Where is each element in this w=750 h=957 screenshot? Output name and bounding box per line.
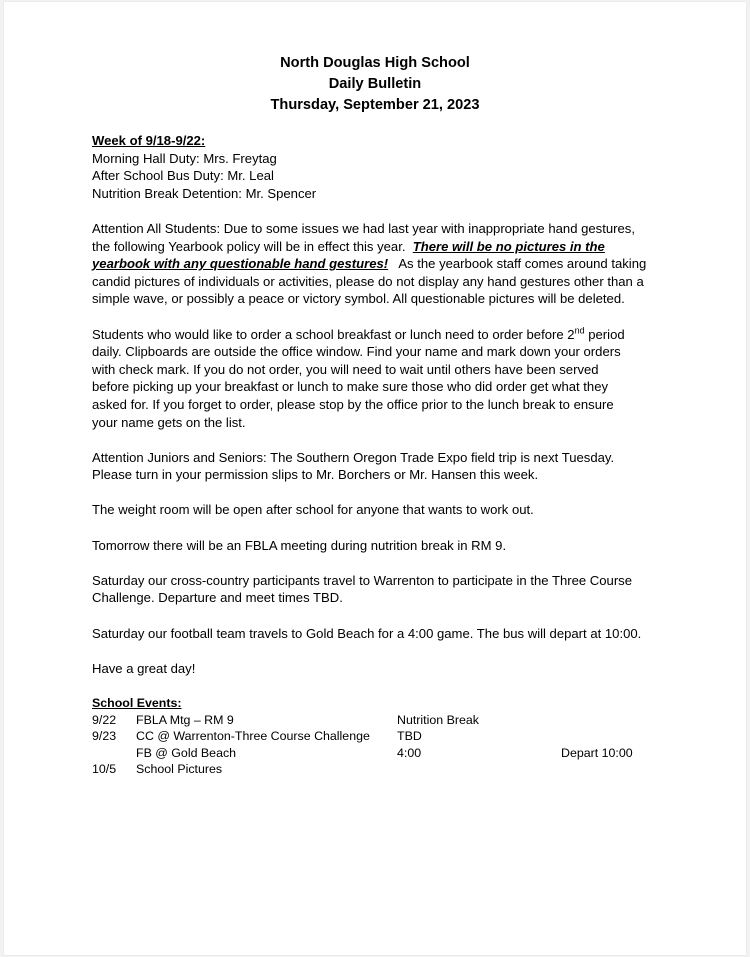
event-name: School Pictures: [136, 762, 223, 776]
event-date: 9/23: [92, 729, 117, 743]
event-row: [92, 745, 672, 762]
event-row: [92, 728, 672, 745]
bulletin-page: [4, 2, 746, 955]
duty-line-bus: After School Bus Duty: Mr. Leal: [92, 168, 274, 184]
event-name: FBLA Mtg – RM 9: [136, 712, 234, 727]
fbla-announcement: Tomorrow there will be an FBLA meeting during nutrition break in RM 9.: [92, 537, 507, 553]
yearbook-emphasis-1: There will be no pictures in the: [412, 238, 605, 254]
yearbook-line-2: [92, 238, 672, 256]
yearbook-announcement: [92, 220, 672, 308]
events-table: [92, 712, 672, 778]
breakfast-line-1-end: period: [584, 326, 625, 342]
yearbook-line-5: simple wave, or possibly a peace or victory symbol. All questionable pictures will be deleted.: [92, 291, 625, 307]
football-announcement: Saturday our football team travels to Gold Beach for a 4:00 game. The bus will depart at 10:00.: [92, 625, 642, 641]
event-date: 10/5: [92, 762, 117, 776]
duties-section: [92, 132, 672, 202]
duty-line-morning: Morning Hall Duty: Mrs. Freytag: [92, 150, 277, 166]
event-time: TBD: [397, 729, 422, 743]
yearbook-line-2-text: the following Yearbook policy will be in effect this year.: [92, 238, 413, 254]
yearbook-line-3-text: As the yearbook staff comes around taking: [388, 256, 647, 272]
event-time: 4:00: [397, 745, 422, 760]
breakfast-line-5: asked for. If you forget to order, please stop by the office prior to the lunch break to ensure: [92, 396, 614, 412]
expo-announcement: [92, 449, 672, 484]
breakfast-line-6: your name gets on the list.: [92, 414, 246, 430]
closing-message: Have a great day!: [92, 660, 196, 676]
yearbook-line-4: candid pictures of individuals or activities, please do not display any hand gestures other than a: [92, 273, 644, 289]
breakfast-line-1-text: Students who would like to order a school breakfast or lunch need to order before 2: [92, 326, 575, 342]
yearbook-emphasis-2: yearbook with any questionable hand gestures!: [92, 256, 389, 272]
duties-heading: Week of 9/18-9/22:: [92, 133, 206, 148]
ordinal-suffix: nd: [574, 325, 585, 336]
bulletin-body: [92, 132, 672, 778]
expo-line-2: Please turn in your permission slips to Mr. Borchers or Mr. Hansen this week.: [92, 467, 539, 483]
school-name: North Douglas High School: [280, 55, 470, 71]
bulletin-title: Daily Bulletin: [328, 76, 422, 92]
weight-room-announcement: The weight room will be open after school for anyone that wants to work out.: [92, 502, 534, 518]
bulletin-date: Thursday, September 21, 2023: [270, 97, 480, 113]
bulletin-header: [4, 53, 746, 116]
cross-country-line-2: Challenge. Departure and meet times TBD.: [92, 590, 343, 606]
event-name: FB @ Gold Beach: [136, 745, 237, 760]
breakfast-line-3: with check mark. If you do not order, you will need to wait until others have been served: [92, 361, 599, 377]
event-time: Nutrition Break: [397, 712, 479, 727]
duty-line-detention: Nutrition Break Detention: Mr. Spencer: [92, 185, 317, 201]
event-extra: Depart 10:00: [561, 745, 633, 760]
event-name: CC @ Warrenton-Three Course Challenge: [136, 729, 370, 743]
breakfast-line-4: before picking up your breakfast or lunch to make sure those who did order get what they: [92, 379, 609, 395]
yearbook-line-1: Attention All Students: Due to some issues we had last year with inappropriate hand gestures,: [92, 220, 635, 236]
breakfast-announcement: [92, 326, 672, 432]
breakfast-line-1: [92, 326, 672, 344]
expo-line-1: Attention Juniors and Seniors: The Southern Oregon Trade Expo field trip is next Tuesday.: [92, 449, 615, 465]
cross-country-announcement: [92, 572, 672, 607]
event-date: 9/22: [92, 712, 117, 727]
event-row: [92, 712, 672, 729]
cross-country-line-1: Saturday our cross-country participants travel to Warrenton to participate in the Three Course: [92, 572, 633, 588]
breakfast-line-2: daily. Clipboards are outside the office window. Find your name and mark down your orders: [92, 344, 621, 360]
yearbook-line-3: [92, 255, 672, 273]
event-row: [92, 761, 672, 778]
events-heading: School Events:: [92, 696, 182, 710]
